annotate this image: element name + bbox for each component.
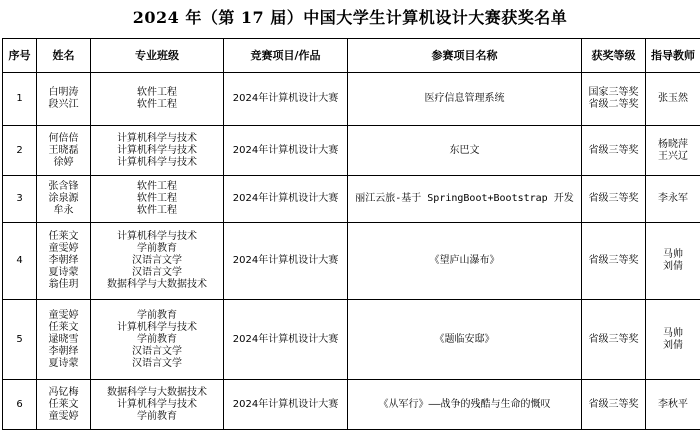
cell-majors-line: 软件工程 <box>91 205 223 217</box>
cell-names-line: 涂泉源 <box>37 193 90 205</box>
cell-advisors-line: 王兴辽 <box>646 151 700 163</box>
cell-awards-line: 省级三等奖 <box>582 193 645 205</box>
cell-majors-line: 学前教育 <box>91 334 223 346</box>
cell-names-line: 夏诗蒙 <box>37 267 90 279</box>
cell-awards <box>582 380 646 430</box>
cell-advisors-line: 李永军 <box>646 193 700 205</box>
cell-majors-line: 数据科学与大数据技术 <box>91 279 223 291</box>
cell-majors-line: 汉语言文学 <box>91 267 223 279</box>
cell-awards <box>582 176 646 223</box>
cell-majors-line: 软件工程 <box>91 87 223 99</box>
table-row <box>3 126 700 176</box>
cell-no: 2 <box>3 126 37 176</box>
cell-majors <box>91 223 224 300</box>
table-row <box>3 176 700 223</box>
cell-names-line: 夏诗蒙 <box>37 358 90 370</box>
table-row <box>3 73 700 126</box>
cell-advisors <box>646 126 700 176</box>
cell-majors-line: 软件工程 <box>91 99 223 111</box>
table-row <box>3 300 700 380</box>
cell-names <box>37 126 91 176</box>
cell-names-line: 任莱文 <box>37 322 90 334</box>
cell-advisors-line: 刘倩 <box>646 261 700 273</box>
cell-awards <box>582 300 646 380</box>
cell-project: 《从军行》——战争的残酷与生命的慨叹 <box>348 380 582 430</box>
cell-advisors <box>646 73 700 126</box>
cell-advisors-line: 刘倩 <box>646 340 700 352</box>
cell-advisors <box>646 223 700 300</box>
cell-awards-line: 省级二等奖 <box>582 99 645 111</box>
cell-no: 6 <box>3 380 37 430</box>
cell-advisors <box>646 380 700 430</box>
cell-names-line: 任莱文 <box>37 231 90 243</box>
cell-names-line: 白明涛 <box>37 87 90 99</box>
cell-advisors-line: 李秋平 <box>646 399 700 411</box>
cell-competition: 2024年计算机设计大赛 <box>224 176 348 223</box>
cell-names <box>37 380 91 430</box>
header-award: 获奖等级 <box>582 39 646 73</box>
cell-majors-line: 数据科学与大数据技术 <box>91 387 223 399</box>
cell-no: 4 <box>3 223 37 300</box>
cell-competition: 2024年计算机设计大赛 <box>224 380 348 430</box>
cell-majors-line: 软件工程 <box>91 193 223 205</box>
cell-advisors <box>646 176 700 223</box>
cell-majors-line: 计算机科学与技术 <box>91 157 223 169</box>
cell-names-line: 李朝绎 <box>37 255 90 267</box>
cell-project: 医疗信息管理系统 <box>348 73 582 126</box>
cell-names-line: 冯钇梅 <box>37 387 90 399</box>
header-competition: 竞赛项目/作品 <box>224 39 348 73</box>
cell-no: 5 <box>3 300 37 380</box>
cell-majors-line: 汉语言文学 <box>91 255 223 267</box>
page-title: 2024 年（第 17 届）中国大学生计算机设计大赛获奖名单 <box>0 0 700 36</box>
table-row <box>3 223 700 300</box>
cell-advisors-line: 马帅 <box>646 249 700 261</box>
cell-names-line: 童雯婷 <box>37 411 90 423</box>
header-project: 参赛项目名称 <box>348 39 582 73</box>
header-advisor: 指导教师 <box>646 39 700 73</box>
cell-majors-line: 计算机科学与技术 <box>91 145 223 157</box>
cell-majors-line: 汉语言文学 <box>91 358 223 370</box>
cell-names-line: 任莱文 <box>37 399 90 411</box>
cell-no: 3 <box>3 176 37 223</box>
cell-competition: 2024年计算机设计大赛 <box>224 223 348 300</box>
cell-names-line: 王晓磊 <box>37 145 90 157</box>
cell-majors-line: 计算机科学与技术 <box>91 231 223 243</box>
cell-majors-line: 计算机科学与技术 <box>91 133 223 145</box>
cell-majors <box>91 73 224 126</box>
cell-competition: 2024年计算机设计大赛 <box>224 300 348 380</box>
cell-project: 《题临安邸》 <box>348 300 582 380</box>
cell-names-line: 逯晓雪 <box>37 334 90 346</box>
cell-names <box>37 73 91 126</box>
cell-competition: 2024年计算机设计大赛 <box>224 73 348 126</box>
cell-advisors-line: 杨晓萍 <box>646 139 700 151</box>
cell-project: 丽江云旅-基于 SpringBoot+Bootstrap 开发 <box>348 176 582 223</box>
cell-names <box>37 176 91 223</box>
cell-names-line: 童雯婷 <box>37 310 90 322</box>
cell-majors-line: 学前教育 <box>91 411 223 423</box>
header-name: 姓名 <box>37 39 91 73</box>
cell-majors-line: 软件工程 <box>91 181 223 193</box>
cell-names-line: 徐婷 <box>37 157 90 169</box>
award-table <box>2 38 700 430</box>
cell-advisors <box>646 300 700 380</box>
cell-advisors-line: 马帅 <box>646 328 700 340</box>
cell-advisors-line: 张玉然 <box>646 93 700 105</box>
cell-majors <box>91 380 224 430</box>
cell-majors-line: 计算机科学与技术 <box>91 322 223 334</box>
cell-awards-line: 省级三等奖 <box>582 145 645 157</box>
cell-no: 1 <box>3 73 37 126</box>
header-no: 序号 <box>3 39 37 73</box>
cell-majors-line: 学前教育 <box>91 310 223 322</box>
cell-names-line: 童雯婷 <box>37 243 90 255</box>
cell-majors-line: 学前教育 <box>91 243 223 255</box>
cell-majors-line: 计算机科学与技术 <box>91 399 223 411</box>
header-row <box>3 39 700 73</box>
cell-names-line: 翁佳玥 <box>37 279 90 291</box>
cell-project: 东巴文 <box>348 126 582 176</box>
cell-names <box>37 223 91 300</box>
cell-awards <box>582 73 646 126</box>
cell-awards <box>582 223 646 300</box>
cell-names-line: 张含锋 <box>37 181 90 193</box>
cell-names-line: 李朝绎 <box>37 346 90 358</box>
header-major: 专业班级 <box>91 39 224 73</box>
cell-awards-line: 省级三等奖 <box>582 399 645 411</box>
cell-competition: 2024年计算机设计大赛 <box>224 126 348 176</box>
cell-awards <box>582 126 646 176</box>
cell-project: 《望庐山瀑布》 <box>348 223 582 300</box>
cell-majors-line: 汉语言文学 <box>91 346 223 358</box>
cell-names <box>37 300 91 380</box>
cell-majors <box>91 300 224 380</box>
cell-majors <box>91 176 224 223</box>
cell-awards-line: 国家三等奖 <box>582 87 645 99</box>
cell-awards-line: 省级三等奖 <box>582 255 645 267</box>
table-row <box>3 380 700 430</box>
cell-names-line: 段兴江 <box>37 99 90 111</box>
cell-names-line: 牟永 <box>37 205 90 217</box>
cell-majors <box>91 126 224 176</box>
cell-awards-line: 省级三等奖 <box>582 334 645 346</box>
cell-names-line: 何倍倍 <box>37 133 90 145</box>
